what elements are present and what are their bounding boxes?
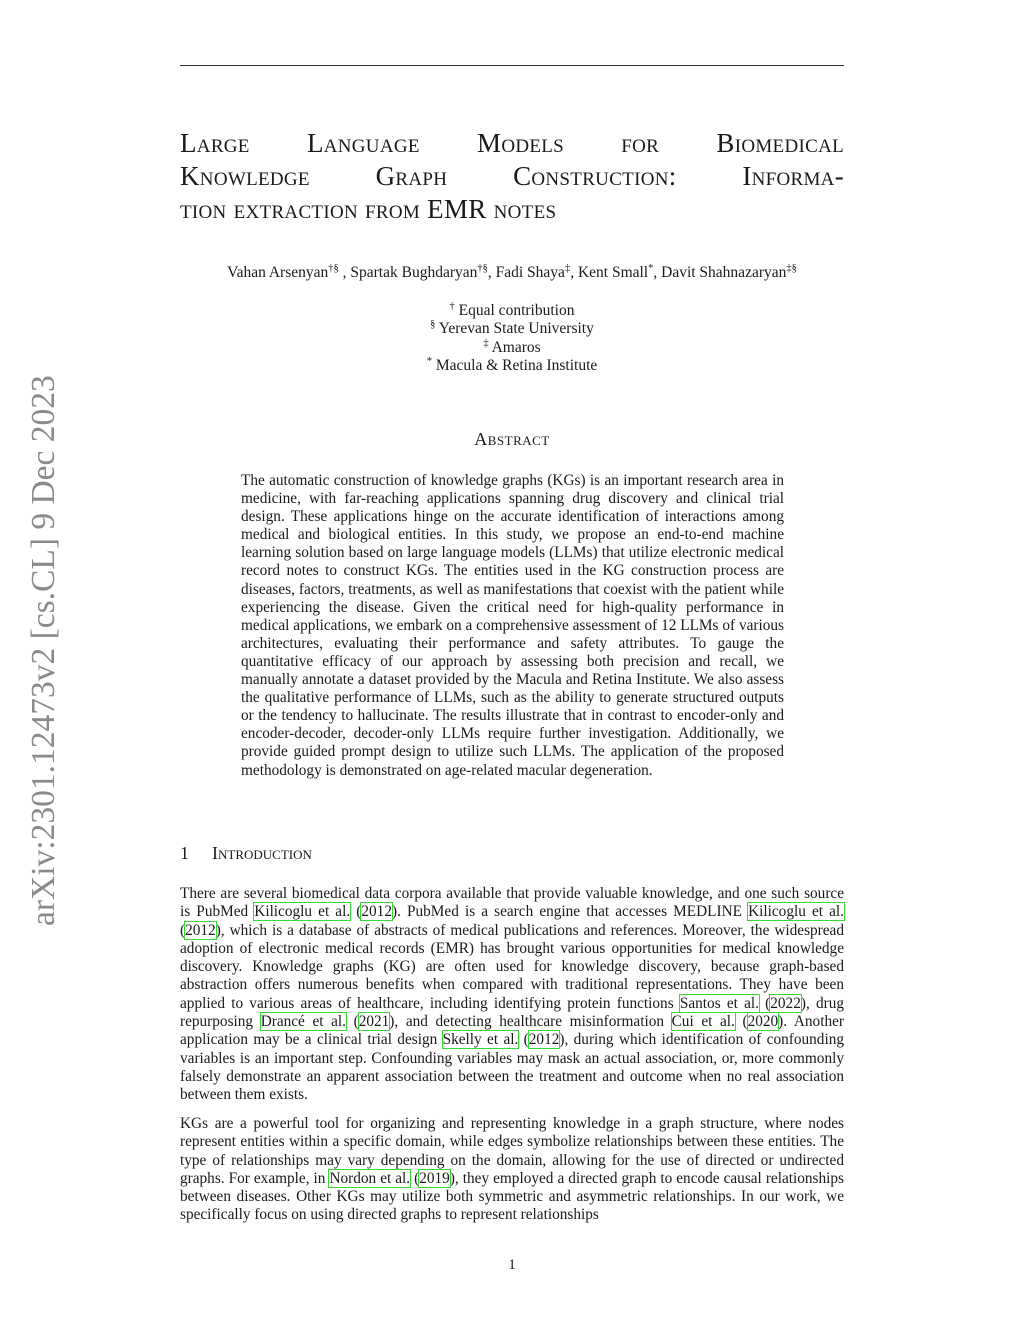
section-title: Introduction [212, 843, 312, 863]
affiliation-item [180, 302, 844, 320]
paragraph-text: There are several biomedical data corpora available that provide valuable knowledge, and one such source is PubMed [180, 885, 844, 921]
citation-year-link[interactable]: 2012 [361, 903, 392, 921]
citation-year-link[interactable]: 2012 [185, 921, 216, 939]
paragraph-text: ). Another application may be a clinical trial design [180, 1013, 844, 1049]
author-name: Kent Small [577, 264, 649, 281]
citation-link[interactable]: Kilicoglu et al. [254, 903, 351, 921]
citation-year-link[interactable]: 2021 [358, 1013, 390, 1031]
author-marks: †§ [477, 263, 488, 275]
author-marks: ‡§ [786, 263, 797, 275]
affiliation-mark: † [449, 301, 455, 313]
affiliation-item [180, 320, 844, 338]
title-line-3: tion extraction from EMR notes [180, 194, 557, 224]
author-marks: ‡ [564, 263, 571, 275]
citation-year-link[interactable]: 2019 [419, 1169, 450, 1187]
arxiv-identifier: arXiv:2301.12473v2 [cs.CL] 9 Dec 2023 [25, 375, 62, 926]
citation-link[interactable]: Nordon et al. [329, 1169, 411, 1187]
author-name: Davit Shahnazaryan [661, 264, 787, 281]
section-number: 1 [180, 843, 189, 863]
paragraph-text: ), drug repurposing [180, 994, 844, 1031]
paragraph-text: ), and detecting healthcare misinformation [389, 1013, 672, 1031]
affiliation-item [180, 357, 844, 375]
affiliation-text: Yerevan State University [438, 320, 594, 338]
title-line-2: Knowledge Graph Construction: Informa- [180, 161, 844, 191]
paragraph-text: ( [518, 1031, 529, 1049]
citation-link[interactable]: Skelly et al. [442, 1031, 519, 1049]
paragraph-text: ), during which identification of confounding variables is an important step. Confounding variables may mask an actual association, or, more commonly falsely demonstrate an apparent association between the treatment and outcome when no real association between them exists. [180, 1031, 845, 1104]
citation-link[interactable]: Cui et al. [671, 1013, 735, 1031]
paragraph-text: ). PubMed is a search engine that accesses MEDLINE [391, 903, 749, 921]
paragraph-text: ( [758, 994, 771, 1012]
citation-link[interactable]: Drancé et al. [260, 1013, 346, 1031]
paragraph-text: ( [350, 903, 362, 921]
author-marks: * [648, 263, 654, 275]
author-marks: †§ [328, 263, 339, 275]
affiliation-item [180, 339, 844, 357]
affiliation-text: Amaros [491, 338, 541, 356]
page-number: 1 [508, 1257, 516, 1273]
paragraph-text: ( [410, 1169, 420, 1187]
paragraph-text: ( [345, 1013, 359, 1031]
paper-title [180, 127, 844, 226]
affiliation-list [180, 302, 844, 376]
intro-paragraph-2 [180, 1115, 844, 1225]
citation-year-link[interactable]: 2012 [528, 1031, 560, 1049]
citation-link[interactable]: Santos et al. [679, 994, 759, 1012]
affiliation-mark: § [430, 319, 436, 331]
citation-link[interactable]: Kilicoglu et al. [748, 903, 844, 921]
paragraph-text: KGs are a powerful tool for organizing and representing knowledge in a graph structure, where nodes represent entities within a specific domain, while edges symbolize relationships between these entities. The type of relationships may vary depending on the domain, allowing for the use of directed or undirected graphs. For example, in [180, 1115, 844, 1187]
author-list: Vahan Arsenyan†§ , Spartak Bughdaryan†§, Fadi Shaya‡, Kent Small*, Davit Shahnazaryan‡§ [227, 263, 797, 281]
paragraph-text: ( [180, 921, 186, 939]
author-name: Fadi Shaya [495, 264, 565, 281]
paragraph-text: ), which is a database of abstracts of medical publications and references. Moreover, the widespread adoption of electronic medical records (EMR) has brought various opportunities for medical knowledge discovery. Knowledge graphs (KG) are often used for knowledge discovery, because graph-based abstraction offers numerous benefits when compared with traditional representations. They have been applied to various areas of healthcare, including identifying protein functions [180, 921, 844, 1012]
section-heading [180, 842, 312, 864]
abstract-heading: Abstract [474, 429, 550, 449]
paragraph-text: ), they employed a directed graph to encode causal relationships between diseases. Other KGs may utilize both symmetric and asymmetric relationships. In our work, we specifically focus on using directed graphs to represent relationships [180, 1169, 844, 1224]
paragraph-text: ( [734, 1013, 748, 1031]
author-name: Spartak Bughdaryan [350, 264, 478, 281]
author-name: Vahan Arsenyan [227, 264, 329, 281]
top-rule [180, 65, 844, 66]
affiliation-mark: * [426, 356, 432, 368]
citation-year-link[interactable]: 2020 [747, 1013, 779, 1031]
intro-paragraph-1 [180, 885, 844, 1105]
title-line-1: Large Language Models for Biomedical [180, 128, 844, 158]
affiliation-text: Macula & Retina Institute [435, 357, 598, 375]
abstract-body: The automatic construction of knowledge graphs (KGs) is an important research area in medicine, with far-reaching applications spanning drug discovery and clinical trial design. These applications hinge on the accurate identification of interactions among medical and biological entities. In this study, we propose an end-to-end machine learning solution based on large language models (LLMs) that utilize electronic medical record notes to construct KGs. The entities used in the KG construction process are diseases, factors, treatments, as well as manifestations that coexist with the patient while experiencing the disease. Given the critical need for high-quality performance in medical applications, we embark on a comprehensive assessment of 12 LLMs of various architectures, evaluating their performance and safety attributes. To gauge the quantitative efficacy of our approach by assessing both precision and recall, we manually annotate a dataset provided by the Macula and Retina Institute. We also assess the qualitative performance of LLMs, such as the ability to generate structured outputs or the tendency to hallucinate. The results illustrate that in contrast to encoder-only and encoder-decoder, decoder-only LLMs require further investigation. Additionally, we provide guided prompt design to utilize such LLMs. The application of the proposed methodology is demonstrated on age-related macular degeneration. [241, 472, 784, 779]
citation-year-link[interactable]: 2022 [770, 994, 801, 1012]
affiliation-mark: ‡ [483, 338, 489, 350]
affiliation-text: Equal contribution [458, 302, 575, 319]
